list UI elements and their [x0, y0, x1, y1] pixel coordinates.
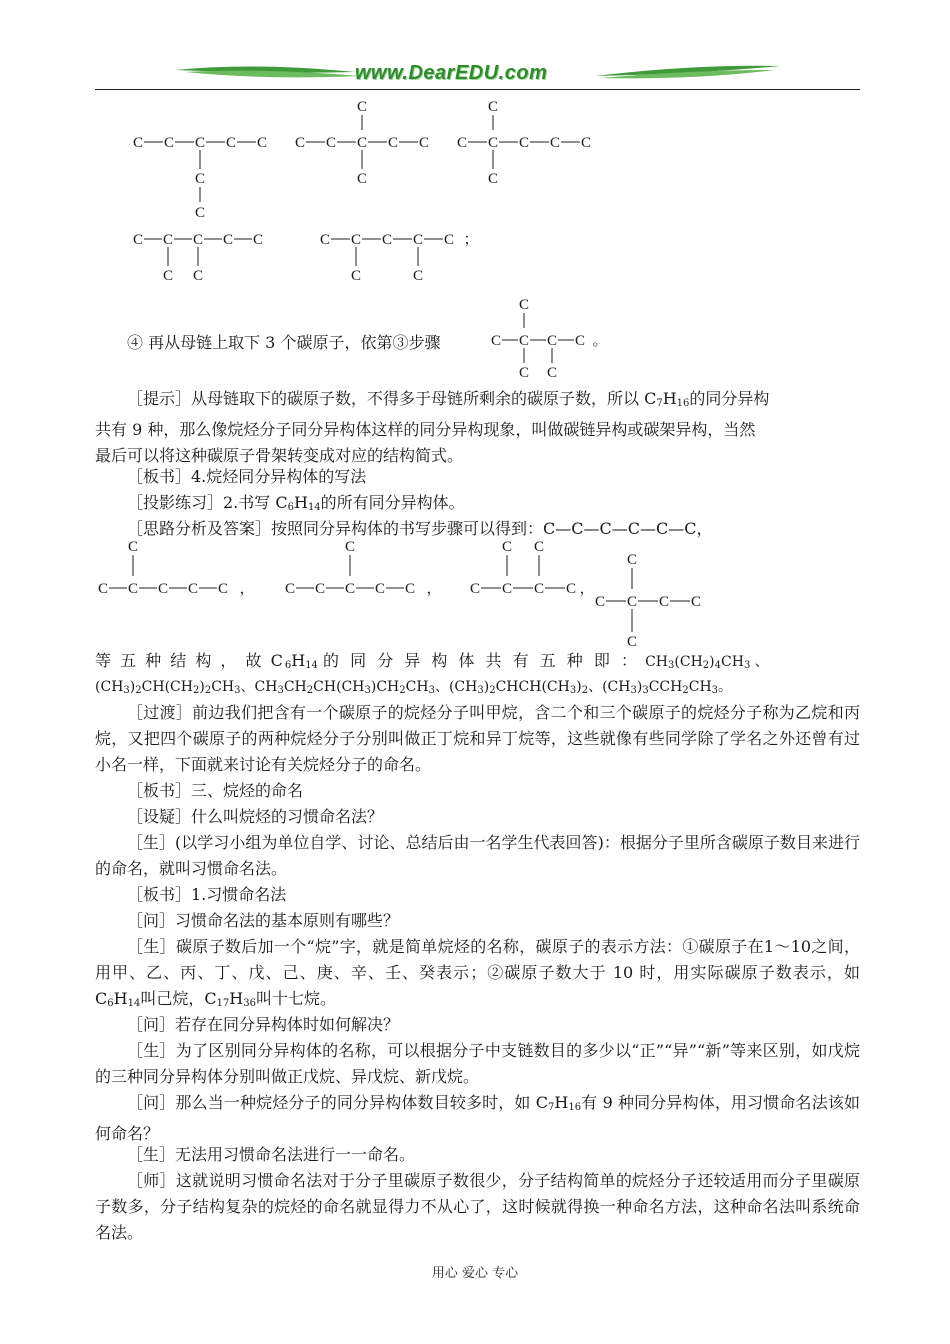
step4-isomer-diagram	[488, 296, 608, 386]
carbon-atom: C	[132, 135, 144, 151]
student2-text-b: 叫己烷，C	[140, 989, 217, 1008]
carbon-atom: C	[374, 581, 386, 597]
sub: 17	[216, 998, 230, 1009]
formula-n-hexane: CH3(CH2)4CH3 、	[645, 654, 769, 671]
proj-text-b: 的所有同分异构体。	[320, 493, 465, 512]
student-answer-3: ［生］为了区别同分异构体的名称，可以根据分子中支链数目的多少以“正”“异”“新”等来区别，如戊烷的三种同分异构体分别叫做正戊烷、异戊烷、新戊烷。	[95, 1041, 860, 1086]
carbon-atom: C	[284, 581, 296, 597]
comma: ，	[579, 581, 595, 597]
carbon-atom: C	[350, 268, 362, 284]
carbon-atom: C	[350, 232, 362, 248]
carbon-atom: C	[487, 99, 499, 115]
carbon-atom: C	[565, 581, 577, 597]
hint-text-d: 最后可以将这种碳原子骨架转变成对应的结构简式。	[95, 446, 464, 465]
student-answer-4: ［生］无法用习惯命名法进行一一命名。	[127, 1145, 416, 1164]
hint-text-b: 的同分异构	[689, 389, 770, 408]
carbon-atom: C	[404, 581, 416, 597]
carbon-atom: C	[533, 581, 545, 597]
ask-2: ［问］若存在同分异构体时如何解决？	[127, 1015, 400, 1034]
sub: 14	[305, 660, 318, 671]
c6-isomer-diagrams	[95, 538, 715, 648]
carbon-atom: C	[469, 581, 481, 597]
carbon-atom: C	[418, 135, 430, 151]
carbon-atom: C	[162, 268, 174, 284]
structural-formulas-c7	[120, 98, 600, 290]
hint-paragraph	[95, 386, 860, 469]
carbon-atom: C	[194, 171, 206, 187]
carbon-atom: C	[546, 365, 558, 381]
carbon-atom: C	[546, 333, 558, 349]
carbon-atom: C	[487, 171, 499, 187]
sub: 36	[243, 998, 256, 1009]
carbon-atom: C	[626, 594, 638, 610]
carbon-atom: C	[132, 232, 144, 248]
carbon-atom: C	[194, 135, 206, 151]
carbon-atom: C	[256, 135, 268, 151]
carbon-atom: C	[356, 99, 368, 115]
h-letter: H	[554, 1093, 569, 1112]
carbon-atom: C	[344, 581, 356, 597]
ask3-text-b: 有 9 种同分异构体，用习惯命名法该如何命名？	[95, 1093, 860, 1143]
carbon-atom: C	[217, 581, 229, 597]
hint-text-c: 共有 9 种，那么像烷烃分子同分异构体这样的同分异构现象，叫做碳链异构或碳架异构，当然	[95, 420, 756, 439]
carbon-atom: C	[580, 135, 592, 151]
carbon-atom: C	[412, 232, 424, 248]
header-rule	[95, 89, 860, 90]
question-1: ［设疑］什么叫烷烃的习惯命名法？	[127, 807, 384, 826]
carbon-atom: C	[443, 232, 455, 248]
sub: 14	[127, 998, 141, 1009]
carbon-atom: C	[192, 268, 204, 284]
carbon-atom: C	[192, 232, 204, 248]
carbon-atom: C	[412, 268, 424, 284]
carbon-atom: C	[501, 539, 513, 555]
semicolon: ；	[463, 232, 479, 248]
h-letter: H	[662, 389, 677, 408]
analysis-line: ［思路分析及答案］按照同分异构体的书写步骤可以得到：C—C—C—C—C—C，	[127, 519, 713, 538]
sub: 6	[107, 998, 114, 1009]
carbon-atom: C	[490, 333, 502, 349]
student-answer-1: ［生］(以学习小组为单位自学、讨论、总结后由一名学生代表回答)：根据分子里所含碳原子数目来进行的命名，就叫习惯命名法。	[95, 833, 860, 878]
student2-text-c: 叫十七烷。	[255, 989, 336, 1008]
carbon-atom: C	[518, 333, 530, 349]
carbon-atom: C	[658, 594, 670, 610]
structural-formulas-c6	[95, 538, 715, 648]
carbon-atom: C	[626, 634, 638, 648]
hint-text-a: ［提示］从母链取下的碳原子数，不得多于母链所剩余的碳原子数，所以 C	[127, 389, 657, 408]
five-text-a: 等 五 种 结 构 ， 故 C	[95, 651, 285, 670]
teacher-paragraph: ［师］这就说明习惯命名法对于分子里碳原子数很少，分子结构简单的烷烃分子还较适用而分子里碳原子数多，分子结构复杂的烷烃的命名就显得力不从心了，这时候就得换一种命名方法，这种命名法叫系统命名法。	[95, 1171, 860, 1242]
carbon-atom: C	[162, 232, 174, 248]
carbon-atom: C	[456, 135, 468, 151]
period: 。	[592, 333, 608, 349]
proj-text-a: ［投影练习］2.书写 C	[127, 493, 288, 512]
sub: 16	[568, 1102, 582, 1113]
step4-text: ④ 再从母链上取下 3 个碳原子，依第③步骤	[127, 333, 441, 352]
carbon-atom: C	[518, 365, 530, 381]
student2-text-a: ［生］碳原子数后加一个“烷”字，就是简单烷烃的名称，碳原子的表示方法：①碳原子在1～10之间，用甲、乙、丙、丁、戊、己、庚、辛、壬、癸表示；②碳原子数大于 10 时，用实际碳原子数表示，如 C	[95, 937, 860, 1008]
sub: 6	[287, 502, 294, 513]
board-1: ［板书］1.习惯命名法	[127, 885, 287, 904]
ask-3	[95, 1090, 860, 1147]
carbon-atom: C	[533, 539, 545, 555]
formula-list: (CH3)2CH(CH2)2CH3、CH3CH2CH(CH3)CH2CH3、(CH3)2CHCH(CH3)2、(CH3)3CCH2CH3。	[95, 679, 733, 696]
sub: 14	[307, 502, 321, 513]
carbon-atom: C	[594, 594, 606, 610]
comma: ，	[426, 581, 442, 597]
carbon-atom: C	[549, 135, 561, 151]
h-letter: H	[291, 651, 306, 670]
carbon-atom: C	[225, 135, 237, 151]
carbon-atom: C	[127, 581, 139, 597]
carbon-atom: C	[690, 594, 702, 610]
sub: 7	[548, 1102, 555, 1113]
sub: 6	[284, 660, 292, 671]
step4-line	[95, 330, 860, 356]
carbon-atom: C	[97, 581, 109, 597]
step4-structure	[488, 296, 608, 386]
carbon-atom: C	[252, 232, 264, 248]
student-answer-2	[95, 934, 860, 1017]
sub: 16	[676, 398, 690, 409]
carbon-atom: C	[187, 581, 199, 597]
carbon-atom: C	[163, 135, 175, 151]
carbon-atom: C	[222, 232, 234, 248]
five-text-b: 的 同 分 异 构 体 共 有 五 种 即 ：	[323, 651, 640, 670]
carbon-atom: C	[518, 297, 530, 313]
ask3-text-a: ［问］那么当一种烷烃分子的同分异构体数目较多时，如 C	[127, 1093, 549, 1112]
carbon-atom: C	[501, 581, 513, 597]
page-footer: 用心 爱心 专心	[431, 1266, 519, 1281]
carbon-atom: C	[319, 232, 331, 248]
sub: 7	[656, 398, 663, 409]
c7-isomer-diagrams	[120, 98, 600, 290]
board-3: ［板书］三、烷烃的命名	[127, 781, 304, 800]
carbon-atom: C	[487, 135, 499, 151]
carbon-atom: C	[356, 135, 368, 151]
comma: ，	[239, 581, 255, 597]
carbon-atom: C	[325, 135, 337, 151]
transition-paragraph: ［过渡］前边我们把含有一个碳原子的烷烃分子叫甲烷，含二个和三个碳原子的烷烃分子称为乙烷和丙烷，又把四个碳原子的两种烷烃分子分别叫做正丁烷和异丁烷等，这些就像有些同学除了学名之外还曾有过小名一样，下面就来讨论有关烷烃分子的命名。	[95, 703, 860, 774]
carbon-atom: C	[344, 539, 356, 555]
h-letter: H	[229, 989, 244, 1008]
carbon-atom: C	[194, 205, 206, 221]
carbon-atom: C	[518, 135, 530, 151]
ask-1: ［问］习惯命名法的基本原则有哪些？	[127, 911, 400, 930]
carbon-atom: C	[381, 232, 393, 248]
site-logo[interactable]: www.DearEDU.com	[355, 62, 548, 84]
carbon-atom: C	[157, 581, 169, 597]
carbon-atom: C	[314, 581, 326, 597]
carbon-atom: C	[387, 135, 399, 151]
carbon-atom: C	[626, 552, 638, 568]
h-letter: H	[293, 493, 308, 512]
carbon-atom: C	[127, 539, 139, 555]
carbon-atom: C	[356, 171, 368, 187]
carbon-atom: C	[574, 333, 586, 349]
carbon-atom: C	[294, 135, 306, 151]
h-letter: H	[113, 989, 128, 1008]
board-4: ［板书］4.烷烃同分异构体的写法	[127, 467, 367, 486]
